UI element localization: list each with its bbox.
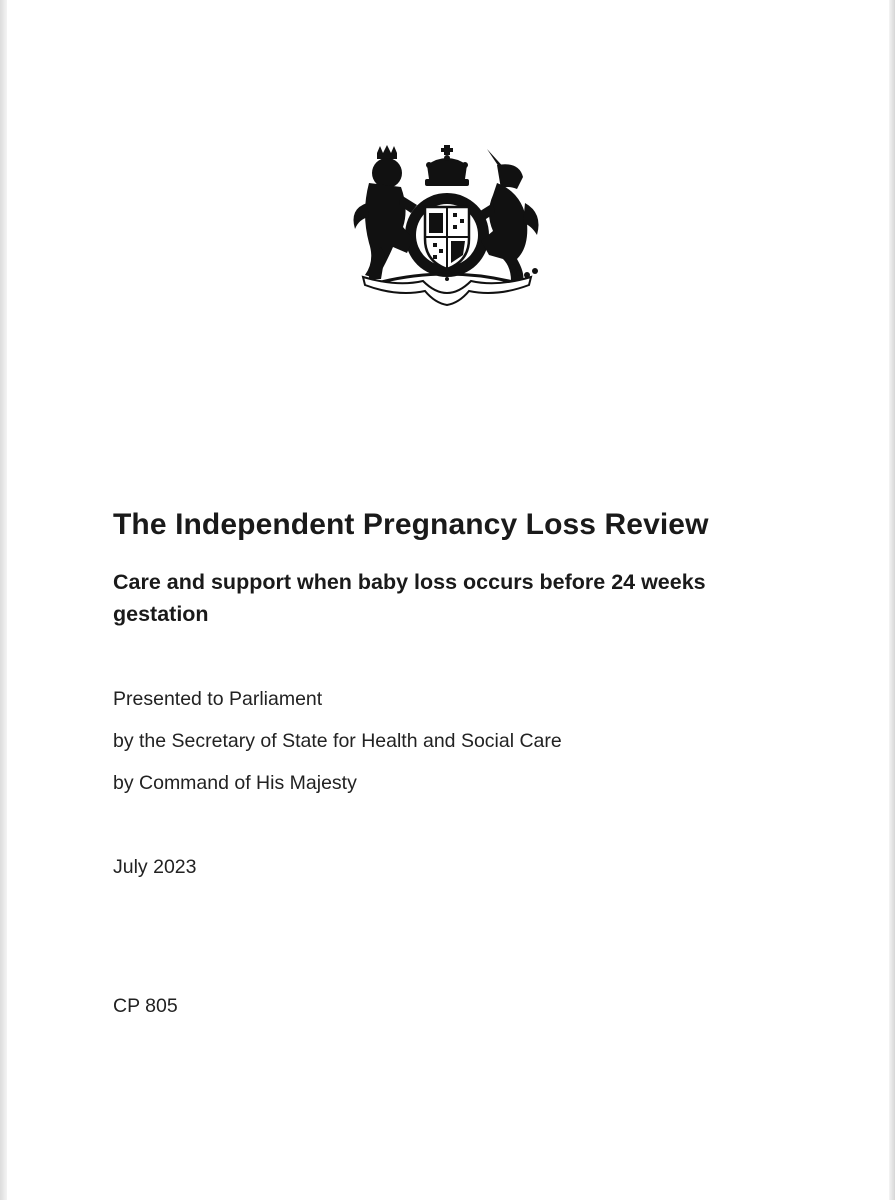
presentation-line: by the Secretary of State for Health and Social Care [113,730,562,752]
motto-scroll-icon [363,270,531,305]
lion-icon [354,145,418,279]
page-edge-shadow-right [889,0,895,1200]
crown-icon [425,145,469,186]
document-title: The Independent Pregnancy Loss Review [113,508,709,541]
page-edge-shadow-left [0,0,7,1200]
presentation-line: by Command of His Majesty [113,772,357,794]
royal-coat-of-arms-icon [347,143,547,311]
publication-date: July 2023 [113,856,197,878]
document-subtitle: Care and support when baby loss occurs before 24 weeks gestation [113,570,706,626]
presentation-line: Presented to Parliament [113,688,323,710]
unicorn-icon [477,149,539,281]
shield-icon [425,207,469,269]
command-paper-reference: CP 805 [113,995,178,1017]
